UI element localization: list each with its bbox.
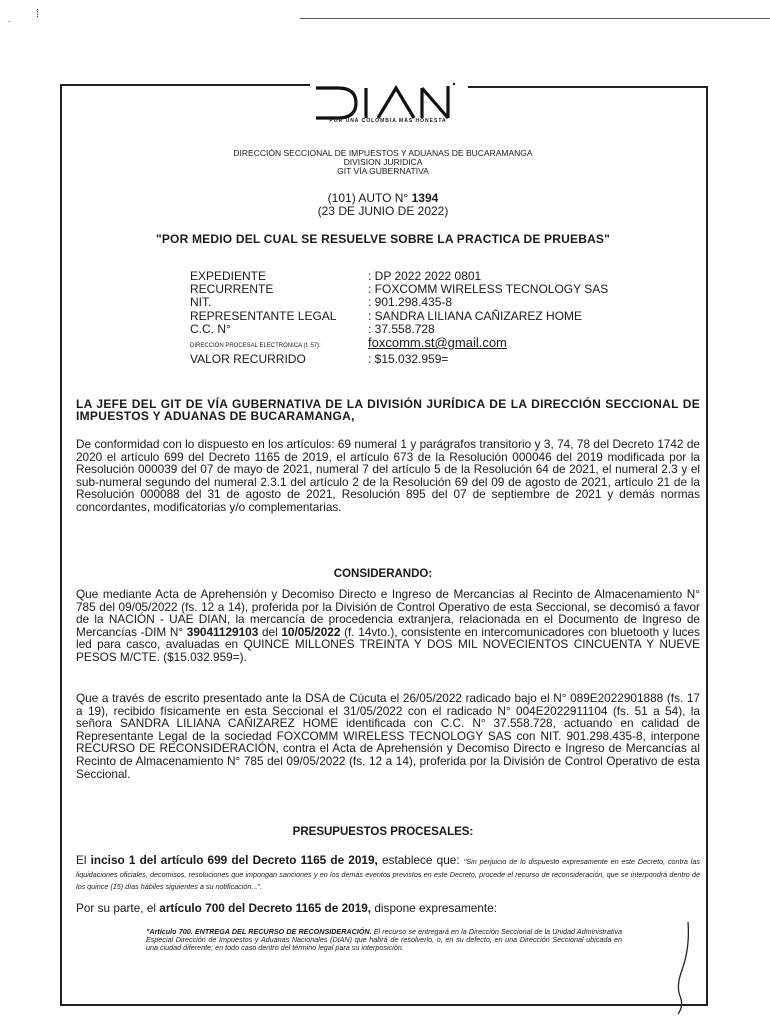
case-details xyxy=(190,270,690,366)
auto-number: (101) AUTO N° 1394 xyxy=(327,191,439,205)
art700-quote: "Artículo 700. ENTREGA DEL RECURSO DE RECONSIDERACIÓN. El recurso se entregará en la Dirección Seccional de la Unidad Administrativa Especial Dirección de Impuestos y Aduanas Nacionales (DIAN) que habrá de resolverlo, o, en su defecto, en una Dirección Seccional ubicada en una ciudad diferente; en todo caso dentro del término legal para su interposición. xyxy=(146,927,622,953)
frame-border xyxy=(468,86,706,88)
legal-basis-paragraph: De conformidad con lo dispuesto en los artículos: 69 numeral 1 y parágrafos transitorio y 3, 74, 78 del Decreto 1742 de 2020 el artículo 699 del Decreto 1165 de 2019, el artículo 673 de la Resolución 000046 del 2019 modificada por la Resolución 000039 del 07 de mayo de 2021, numeral 7 del artículo 5 de la Resolución 64 de 2021, el numeral 2.3 y el sub-numeral segundo del numeral 2.3.1 del artículo 2 de la Resolución 69 del 09 de agosto de 2021, artículo 21 de la Resolución 000088 del 31 de agosto de 2021, Resolución 895 del 07 de septiembre de 2021 y demás normas concordantes, modificatorias y/o complementarias. xyxy=(76,437,700,514)
logo-tagline: POR UNA COLOMBIA MÁS HONESTA xyxy=(329,118,447,124)
scan-mark: ⁞ xyxy=(36,8,40,20)
git-name: GIT VÍA GUBERNATIVA xyxy=(337,166,429,176)
case-row: VALOR RECURRIDO : $15.032.959= xyxy=(190,352,449,367)
art700-paragraph: Por su parte, el artículo 700 del Decreto 1165 de 2019, dispone expresamente: xyxy=(76,901,498,915)
case-row: RECURRENTE : FOXCOMM WIRELESS TECNOLOGY SAS xyxy=(190,282,609,297)
auto-date: (23 DE JUNIO DE 2022) xyxy=(317,204,449,218)
frame-border xyxy=(60,84,310,86)
considerando-paragraph-1: Que mediante Acta de Aprehensión y Decomiso Directo e Ingreso de Mercancías al Recinto de Almacenamiento N° 785 del 09/05/2022 (fs. 12 a 14), proferida por la División de Control Operativo de esta Seccional, se decomisó a favor de la NACIÓN - UAE DIAN, la mercancía de procedencia extranjera, relacionada en el Documento de Ingreso de Mercancías -DIM N° 39041129103 del 10/05/2022 (f. 14vto.), consistente en intercomunicadores con bluetooth y luces led para casco, avaluadas en QUINCE MILLONES TREINTA Y DOS MIL NOVECIENTOS CINCUENTA Y NUEVE PESOS M/CTE. ($15.032.959=). xyxy=(76,587,700,664)
considerando-heading: CONSIDERANDO: xyxy=(333,568,433,580)
case-row: EXPEDIENTE : DP 2022 2022 0801 xyxy=(190,269,482,283)
division-name: DIVISION JURIDICA xyxy=(343,157,423,167)
document-title: "POR MEDIO DEL CUAL SE RESUELVE SOBRE LA PRACTICA DE PRUEBAS" xyxy=(155,232,611,246)
dian-logo xyxy=(308,78,468,120)
presupuestos-heading: PRESUPUESTOS PROCESALES: xyxy=(292,826,474,838)
office-name: DIRECCIÓN SECCIONAL DE IMPUESTOS Y ADUANAS DE BUCARAMANGA xyxy=(233,148,533,158)
email-link[interactable]: foxcomm.st@gmail.com xyxy=(368,335,507,351)
scan-edge-line xyxy=(300,18,770,19)
art699-paragraph: El inciso 1 del artículo 699 del Decreto 1165 de 2019, establece que: "Sin perjuicio de lo dispuesto expresamente en este Decreto, contra las liquidaciones oficiales, decomisos, resoluciones que impongan sanciones y en los demás eventos previstos en este Decreto, procede el recurso de reconsideración, que se interpondrá dentro de los quince (15) días hábiles siguientes a su notificación...". xyxy=(76,853,700,892)
considerando-paragraph-2: Que a través de escrito presentado ante la DSA de Cúcuta el 26/05/2022 radicado bajo el N° 089E2022901888 (fs. 17 a 19), recibido físicamente en esta Seccional el 31/05/2022 con el radicado N° 004E2022911104 (fs. 51 a 54), la señora SANDRA LILIANA CAÑIZAREZ HOME identificada con C.C. N° 37.558.728, actuando en calidad de Representante Legal de la sociedad FOXCOMM WIRELESS TECNOLOGY SAS con NIT. 901.298.435-8, interpone RECURSO DE RECONSIDERACIÓN, contra el Acta de Aprehensión y Decomiso Directo e Ingreso de Mercancías al Recinto de Almacenamiento N° 785 del 09/05/2022 (fs. 12 a 14), proferida por la División de Control Operativo de esta Seccional. xyxy=(76,691,700,781)
case-row: NIT. : 901.298.435-8 xyxy=(190,295,453,310)
case-row: REPRESENTANTE LEGAL : SANDRA LILIANA CAÑIZAREZ HOME xyxy=(190,308,583,323)
frame-border xyxy=(60,1004,708,1006)
scan-mark: ˙ xyxy=(8,20,12,32)
authority-statement: LA JEFE DEL GIT DE VÍA GUBERNATIVA DE LA DIVISIÓN JURÍDICA DE LA DIRECCIÓN SECCIONAL DE IMPUESTOS Y ADUANAS DE BUCARAMANGA, xyxy=(76,397,700,424)
frame-border xyxy=(60,84,62,1006)
signature-mark xyxy=(668,918,702,1018)
case-row: C.C. N° : 37.558.728 xyxy=(190,321,435,336)
frame-border xyxy=(706,86,708,1004)
case-row: DIRECCIÓN PROCESAL ELECTRÓNICA (f. 57): foxcomm.st@gmail.com xyxy=(190,335,507,351)
